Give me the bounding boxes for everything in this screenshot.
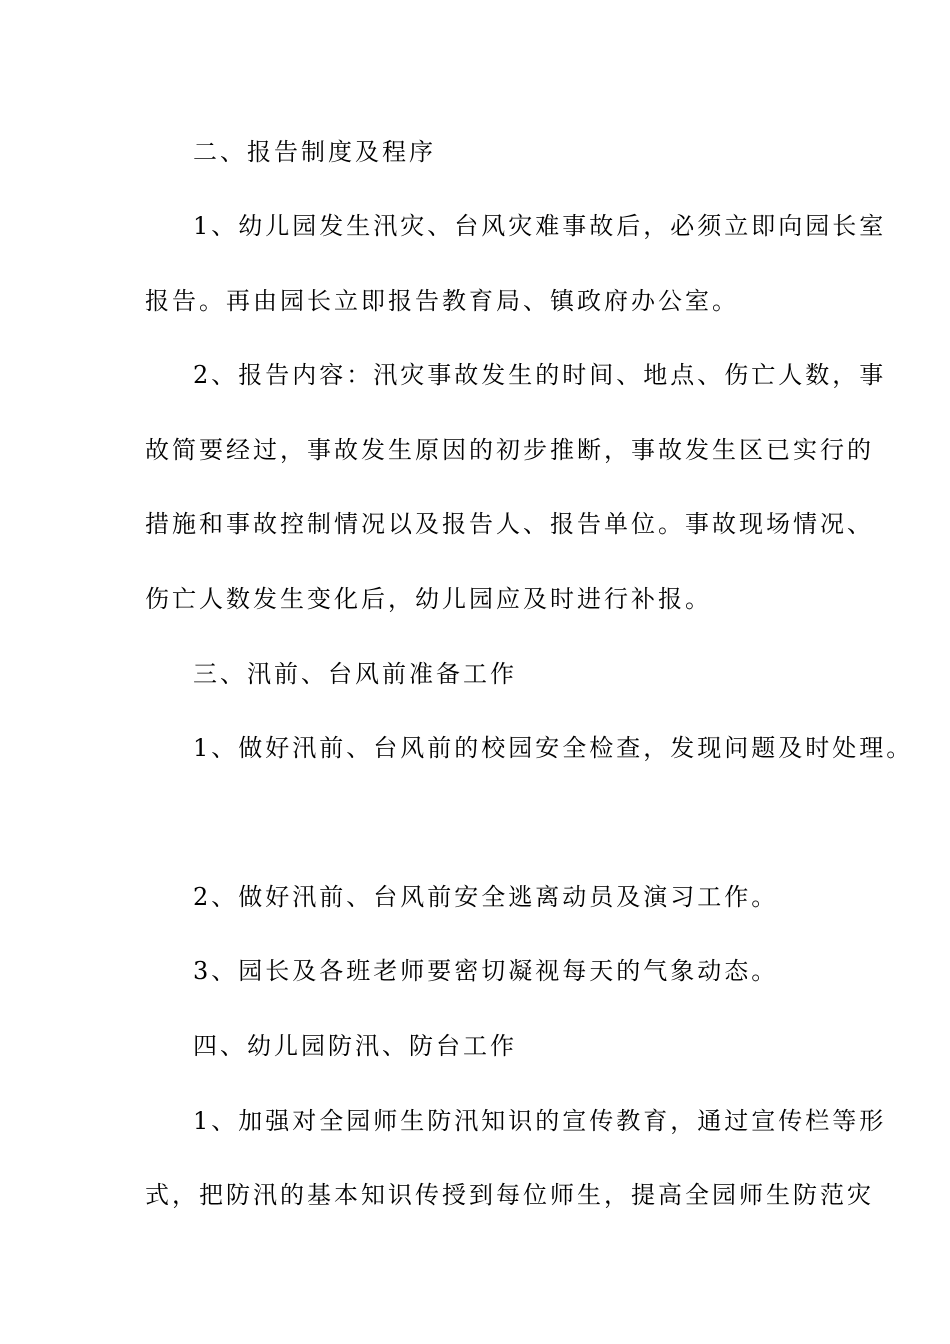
paragraph-line: 2、报告内容：汛灾事故发生的时间、地点、伤亡人数，事 [193,361,887,389]
paragraph-line: 故简要经过，事故发生原因的初步推断，事故发生区已实行的 [145,436,874,464]
paragraph-line: 2、做好汛前、台风前安全逃离动员及演习工作。 [193,883,779,911]
paragraph-line: 3、园长及各班老师要密切凝视每天的气象动态。 [193,957,779,985]
heading-section-2: 二、报告制度及程序 [193,138,436,166]
paragraph-line: 伤亡人数发生变化后，幼儿园应及时进行补报。 [145,585,712,613]
paragraph-line: 措施和事故控制情况以及报告人、报告单位。事故现场情况、 [145,510,874,538]
heading-section-3: 三、汛前、台风前准备工作 [193,660,517,688]
heading-section-4: 四、幼儿园防汛、防台工作 [193,1032,517,1060]
paragraph-line: 报告。再由园长立即报告教育局、镇政府办公室。 [145,287,739,315]
paragraph-line: 1、加强对全园师生防汛知识的宣传教育，通过宣传栏等形 [193,1107,887,1135]
paragraph-line: 式，把防汛的基本知识传授到每位师生，提高全园师生防范灾 [145,1181,874,1209]
paragraph-line: 1、做好汛前、台风前的校园安全检查，发现问题及时处理。 [193,734,914,762]
paragraph-line: 1、幼儿园发生汛灾、台风灾难事故后，必须立即向园长室 [193,212,887,240]
